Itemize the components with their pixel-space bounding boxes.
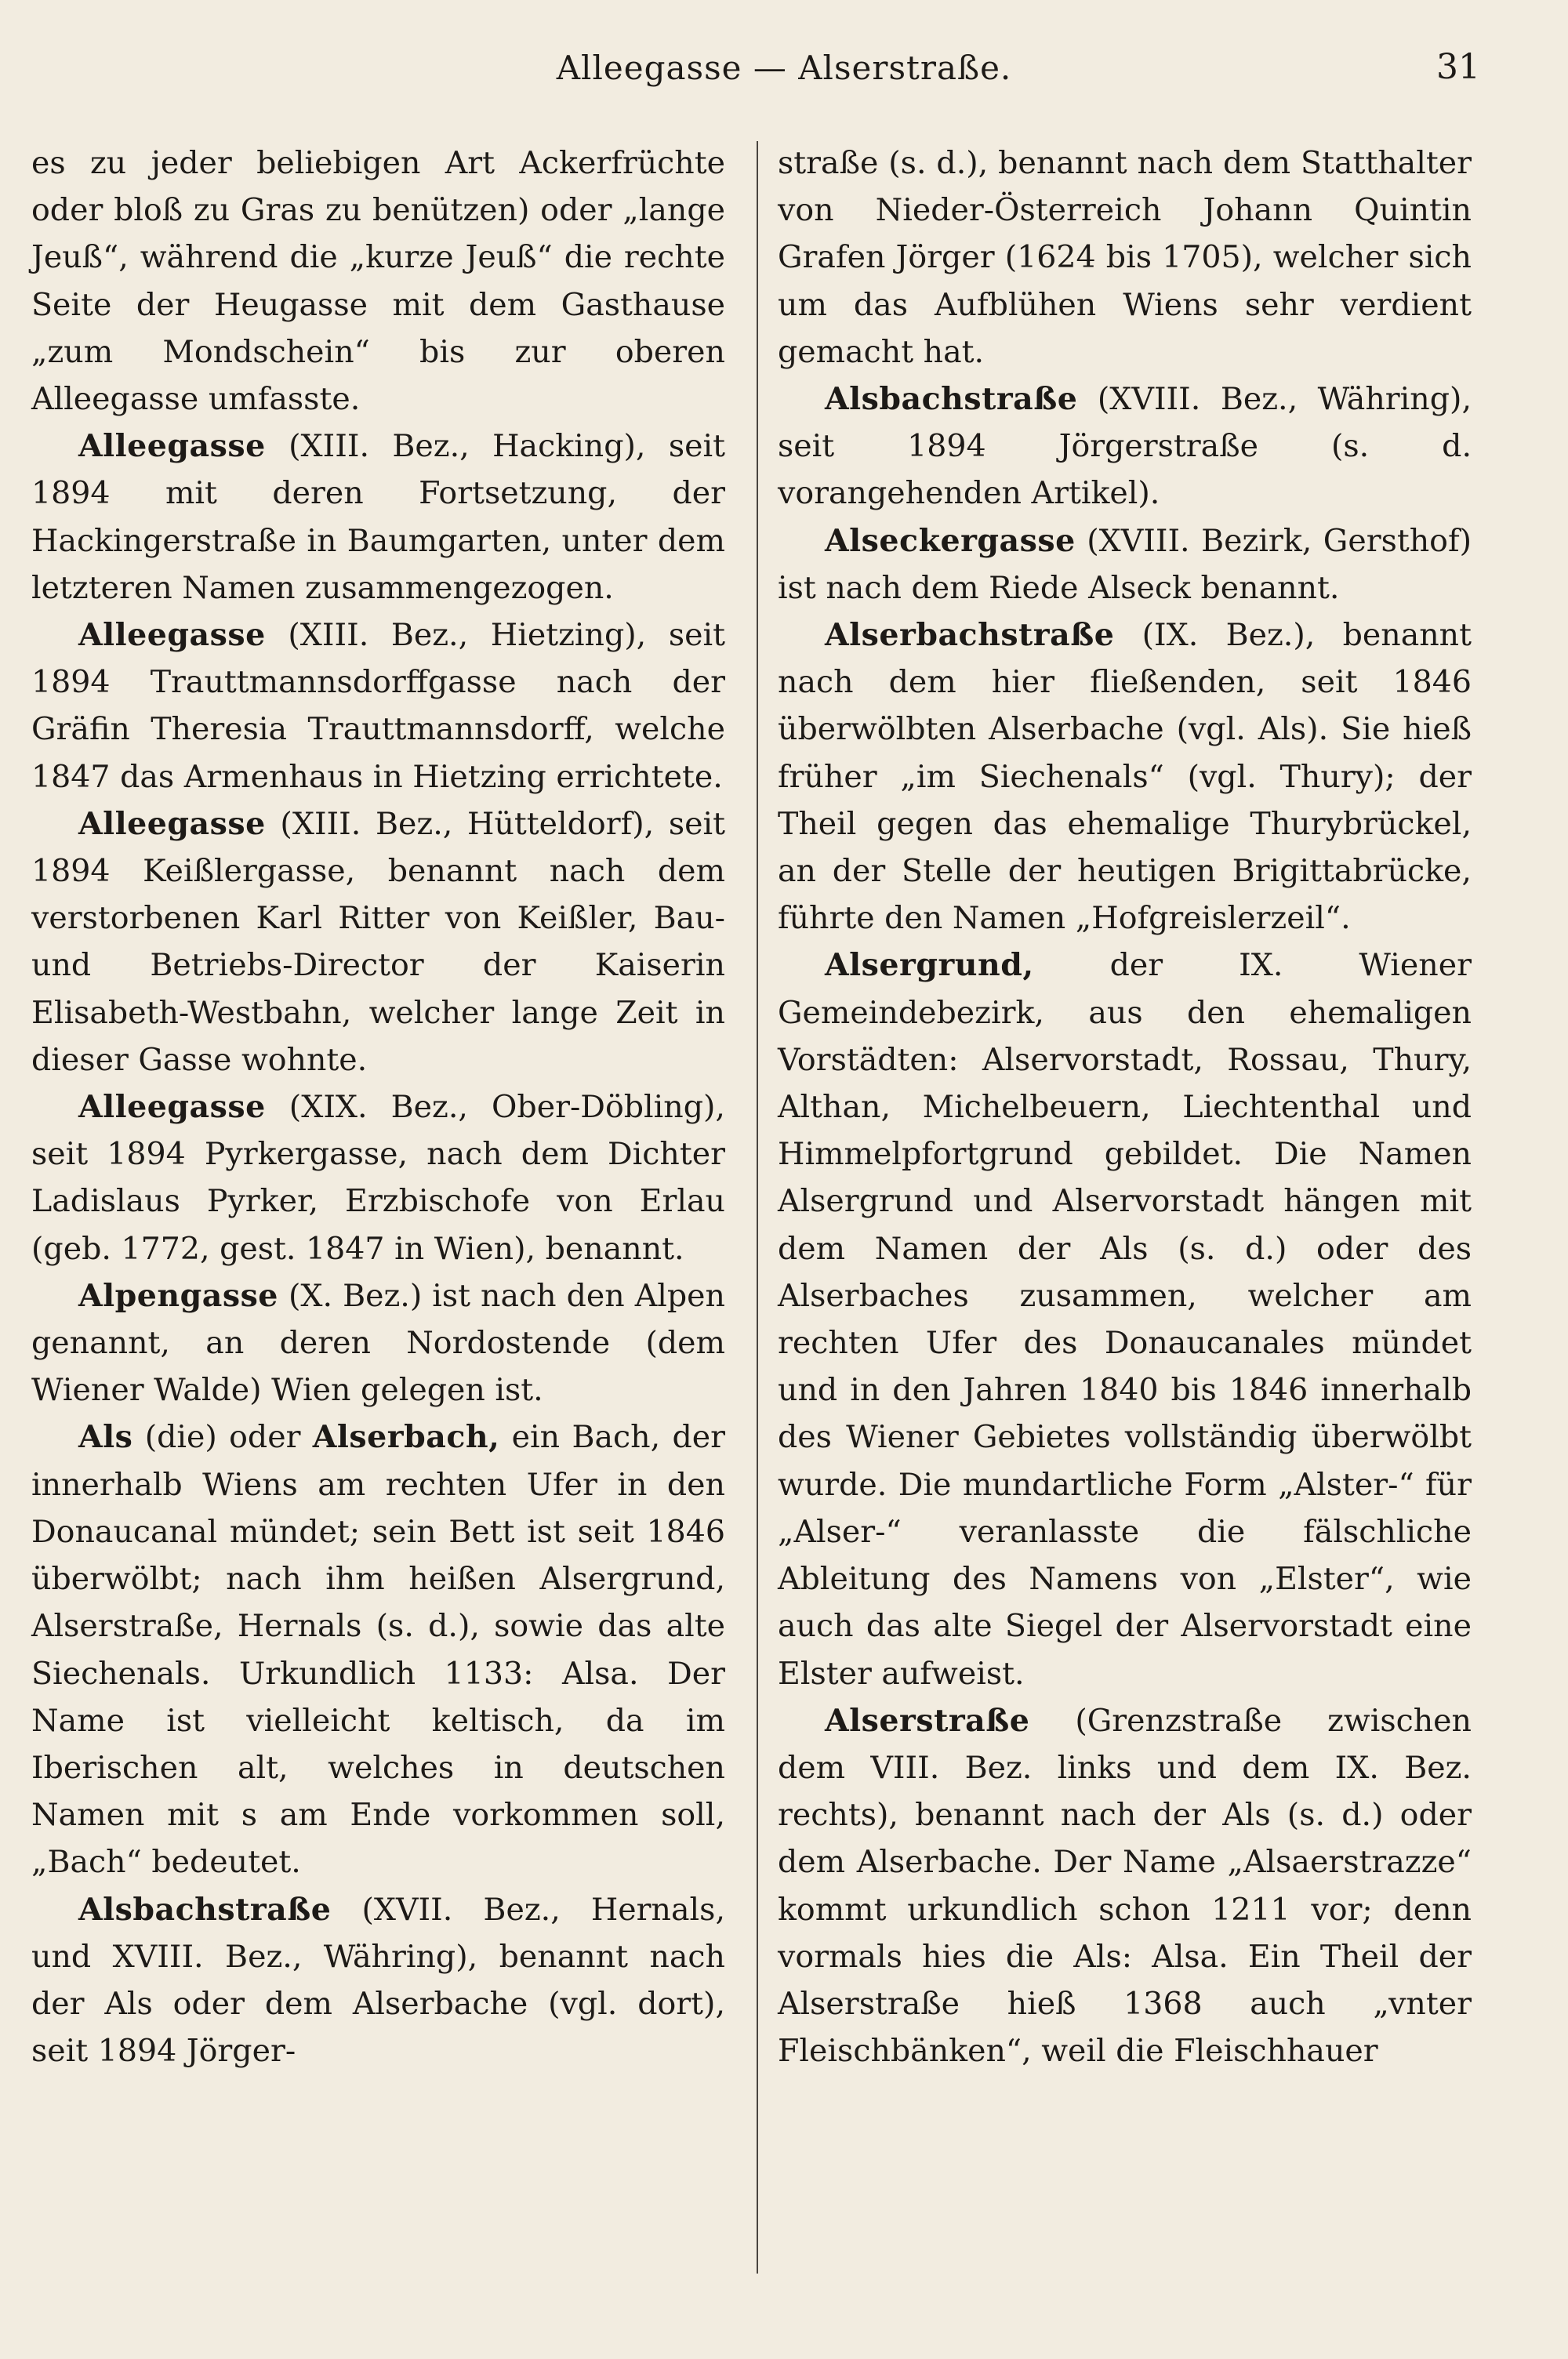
entry xyxy=(31,1886,725,2075)
entry xyxy=(31,423,725,612)
entry xyxy=(778,376,1472,517)
entry xyxy=(31,1272,725,1414)
entry-text: (XVIII. Bezirk, Gersthof) ist nach dem Riede Alseck benannt. xyxy=(778,522,1472,606)
entry xyxy=(31,612,725,800)
entry xyxy=(778,612,1472,942)
headword: Alsbachstraße xyxy=(825,381,1078,418)
entry xyxy=(778,942,1472,1697)
entry xyxy=(31,800,725,1083)
headword: Alserstraße xyxy=(825,1702,1030,1739)
entry-text-middle: (die) oder xyxy=(132,1419,313,1456)
entry-text: (XVIII. Bez., Währing), seit 1894 Jörgerstraße (s. d. vorangehenden Artikel). xyxy=(778,381,1472,512)
page-number: 31 xyxy=(1436,47,1480,87)
entry-text: (X. Bez.) ist nach den Alpen genannt, an deren Nordostende (dem Wiener Walde) Wien gelegen ist. xyxy=(31,1277,725,1409)
headword: Alpengasse xyxy=(78,1277,278,1314)
entry-text: (XVII. Bez., Hernals, und XVIII. Bez., Währing), benannt nach der Als oder dem Alserbache (vgl. dort), seit 1894 Jörger- xyxy=(31,1891,725,2070)
entry-text: (XIII. Bez., Hietzing), seit 1894 Trauttmannsdorffgasse nach der Gräfin Theresia Trauttmannsdorff, welche 1847 das Armenhaus in Hietzing errichtete. xyxy=(31,617,725,795)
entry-text: ein Bach, der innerhalb Wiens am rechten Ufer in den Donaucanal mündet; sein Bett ist seit 1846 überwölbt; nach ihm heißen Alsergrund, Alserstraße, Hernals (s. d.), sowie das alte Siechenals. Urkundlich 1133: Alsa. Der Name ist vielleicht keltisch, da im Iberischen alt, welches in deutschen Namen mit s am Ende vorkommen soll, „Bach“ bedeutet. xyxy=(31,1419,725,1881)
entry-text: der IX. Wiener Gemeindebezirk, aus den ehemaligen Vorstädten: Alservorstadt, Rossau, Thury, Althan, Michelbeuern, Liechtenthal und Himmelpfortgrund gebildet. Die Namen Alsergrund und Alservorstadt hängen mit dem Namen der Als (s. d.) oder des Alserbaches zusammen, welcher am rechten Ufer des Donaucanales mündet und in den Jahren 1840 bis 1846 innerhalb des Wiener Gebietes vollständig überwölbt wurde. Die mundartliche Form „Alster-“ für „Alser-“ veranlasste die fälschliche Ableitung des Namens von „Elster“, wie auch das alte Siegel der Alservorstadt eine Elster aufweist. xyxy=(778,947,1472,1692)
entry xyxy=(778,1697,1472,2075)
headword: Als xyxy=(78,1419,133,1456)
headword: Alleegasse xyxy=(78,428,266,465)
running-header-title: Alleegasse — Alserstraße. xyxy=(556,49,1012,87)
headword: Alseckergasse xyxy=(825,522,1076,559)
entry-text: (IX. Bez.), benannt nach dem hier fließenden, seit 1846 überwölbten Alserbache (vgl. Als). Sie hieß früher „im Siechenals“ (vgl. Thury); der Theil gegen das ehemalige Thurybrückel, an der Stelle der heutigen Brigittabrücke, führte den Namen „Hofgreislerzeil“. xyxy=(778,617,1472,937)
headword: Alleegasse xyxy=(78,805,266,842)
continuation-paragraph: es zu jeder beliebigen Art Ackerfrüchte oder bloß zu Gras zu benützen) oder „lange Jeuß“, während die „kurze Jeuß“ die rechte Seite der Heugasse mit dem Gasthause „zum Mondschein“ bis zur oberen Alleegasse umfasste. xyxy=(31,145,725,418)
entry xyxy=(31,1083,725,1272)
headword: Alleegasse xyxy=(78,617,266,654)
headword: Alserbachstraße xyxy=(825,617,1115,654)
entry-text: (XIII. Bez., Hacking), seit 1894 mit deren Fortsetzung, der Hackingerstraße in Baumgarten, unter dem letzteren Namen zusammengezogen. xyxy=(31,428,725,606)
entry xyxy=(31,1414,725,1885)
headword: Alsbachstraße xyxy=(78,1891,332,1928)
column-divider xyxy=(757,141,758,2274)
entry xyxy=(778,517,1472,612)
entry-text: (Grenzstraße zwischen dem VIII. Bez. links und dem IX. Bez. rechts), benannt nach der Als (s. d.) oder dem Alserbache. Der Name „Alsaerstrazze“ kommt urkundlich schon 1211 vor; denn vormals hies die Als: Alsa. Ein Theil der Alserstraße hieß 1368 auch „vnter Fleischbänken“, weil die Fleischhauer xyxy=(778,1702,1472,2070)
headword: Alsergrund, xyxy=(825,947,1034,984)
headword-secondary: Alserbach, xyxy=(312,1419,500,1456)
entry-text: (XIX. Bez., Ober-Döbling), seit 1894 Pyrkergasse, nach dem Dichter Ladislaus Pyrker, Erzbischofe von Erlau (geb. 1772, gest. 1847 in Wien), benannt. xyxy=(31,1089,725,1267)
right-column xyxy=(778,140,1472,2074)
headword: Alleegasse xyxy=(78,1089,266,1126)
entry-text: (XIII. Bez., Hütteldorf), seit 1894 Keißlergasse, benannt nach dem verstorbenen Karl Ritter von Keißler, Bau- und Betriebs-Director der Kaiserin Elisabeth-Westbahn, welcher lange Zeit in dieser Gasse wohnte. xyxy=(31,805,725,1078)
continuation-paragraph: straße (s. d.), benannt nach dem Statthalter von Nieder-Österreich Johann Quintin Grafen Jörger (1624 bis 1705), welcher sich um das Aufblühen Wiens sehr verdient gemacht hat. xyxy=(778,145,1472,370)
left-column xyxy=(31,140,725,2074)
